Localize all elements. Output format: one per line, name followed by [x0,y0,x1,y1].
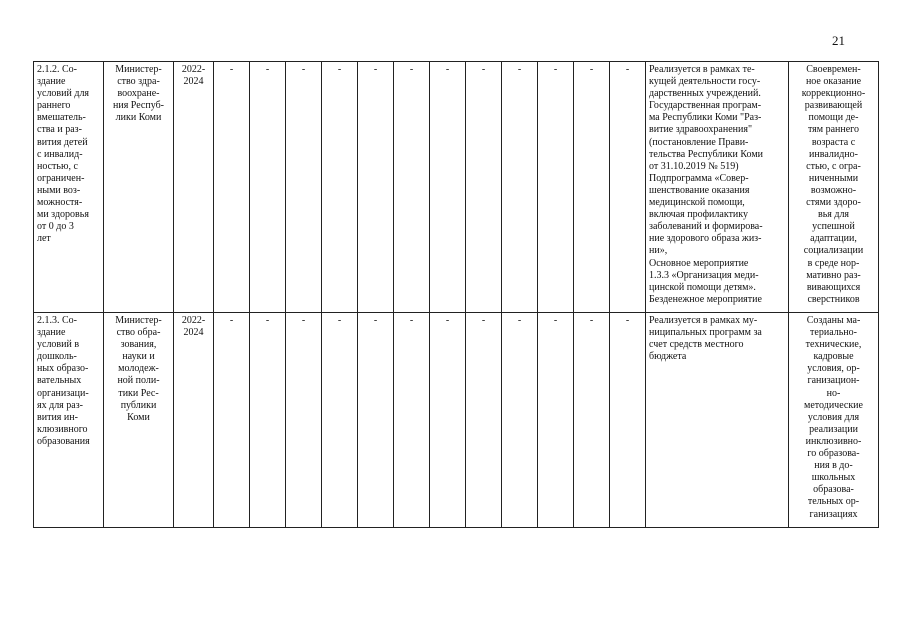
funding-cell: - [430,313,466,528]
funding-cell: - [610,62,646,313]
funding-cell: - [502,313,538,528]
result-cell: Созданы ма- териально- технические, кадровые условия, ор- ганизацион- но- методические условия для реализации инклюзивно- го образова- ния в до- школьных образова- тельных ор- ганизациях [789,313,879,528]
funding-cell: - [358,313,394,528]
responsible-cell: Министер- ство здра- воохране- ния Респуб- лики Коми [104,62,174,313]
funding-cell: - [322,62,358,313]
period-cell: 2022- 2024 [174,313,214,528]
measure-name-cell: 2.1.3. Со- здание условий в дошколь- ных образо- вательных организаци- ях для раз- вития ин- клюзивного образования [34,313,104,528]
funding-cell: - [250,62,286,313]
funding-cell: - [466,62,502,313]
program-table [33,61,879,528]
funding-cell: - [214,313,250,528]
funding-cell: - [250,313,286,528]
result-cell: Своевремен- ное оказание коррекционно- развивающей помощи де- тям раннего возраста с инвалидно- стью, с огра- ниченными возможно- стями здоро- вья для успешной адаптации, социализации в среде нор- мативно раз- вивающихся сверстников [789,62,879,313]
funding-cell: - [214,62,250,313]
measure-name-cell: 2.1.2. Со- здание условий для раннего вмешатель- ства и раз- вития детей с инвалид- ностью, с ограничен- ными воз- можностя- ми здоровья от 0 до 3 лет [34,62,104,313]
funding-cell: - [358,62,394,313]
funding-cell: - [574,313,610,528]
funding-cell: - [538,313,574,528]
funding-cell: - [286,62,322,313]
funding-cell: - [394,313,430,528]
funding-cell: - [574,62,610,313]
funding-cell: - [322,313,358,528]
funding-cell: - [466,313,502,528]
table-row [34,313,879,528]
funding-cell: - [286,313,322,528]
funding-cell: - [502,62,538,313]
funding-cell: - [394,62,430,313]
funding-cell: - [430,62,466,313]
responsible-cell: Министер- ство обра- зования, науки и молодеж- ной поли- тики Рес- публики Коми [104,313,174,528]
funding-cell: - [538,62,574,313]
period-cell: 2022- 2024 [174,62,214,313]
funding-cell: - [610,313,646,528]
note-cell: Реализуется в рамках те- кущей деятельности госу- дарственных учреждений. Государственная програм- ма Республики Коми "Раз- витие здравоохранения" (постановление Прави- тельства Республики Коми от 31.10.2019 № 519) Подпрограмма «Совер- шенствование оказания медицинской помощи, включая профилактику заболеваний и формирова- ние здорового образа жиз- ни», Основное мероприятие 1.3.3 «Организация меди- цинской помощи детям». Безденежное мероприятие [646,62,789,313]
table-row [34,62,879,313]
note-cell: Реализуется в рамках му- ниципальных программ за счет средств местного бюджета [646,313,789,528]
page-number: 21 [832,33,845,48]
